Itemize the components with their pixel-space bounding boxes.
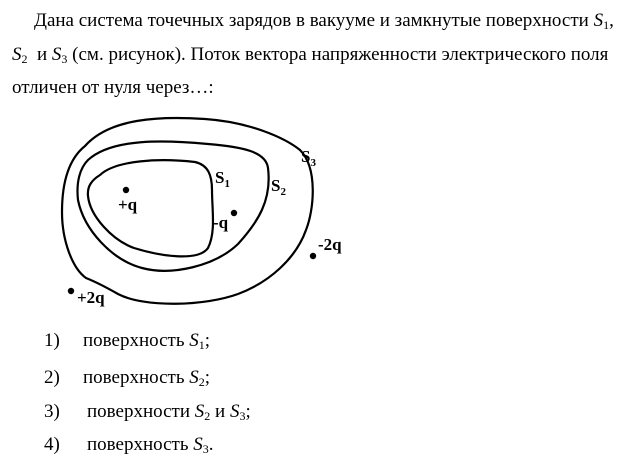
option-symbol: $S_2$ [189, 367, 205, 389]
option-symbol: $S_2$ [194, 401, 211, 423]
label-s1: $S_1$ [215, 168, 230, 190]
option-symbol: $S_1$ [189, 330, 205, 352]
option-number: 1) [44, 330, 60, 351]
question-text: , [609, 10, 614, 31]
option-symbol: $S_3$ [193, 434, 209, 456]
symbol-s2: $S_2$ [12, 44, 28, 66]
label-s2: $S_2$ [271, 176, 286, 198]
symbol-s3: $S_3$ [51, 44, 68, 66]
label-s3: $S_3$ [301, 147, 316, 169]
option-symbol-2: $S_3$ [229, 401, 246, 423]
surface-s1-contour [88, 160, 213, 256]
question-text: (см. рисунок). Поток вектора напряженности электрического поля [67, 44, 609, 65]
option-number: 2) [44, 367, 60, 388]
symbol-s1: $S_1$ [593, 10, 610, 32]
option-text: поверхность [83, 330, 190, 351]
option-number: 3) [44, 401, 60, 422]
charge-minus-q-label: -q [213, 213, 229, 232]
charge-plus-2q-dot [68, 288, 74, 294]
charge-minus-2q-label: -2q [318, 235, 342, 254]
charge-plus-q-label: +q [118, 195, 138, 214]
option-number: 4) [44, 434, 60, 455]
charge-minus-q-dot [231, 210, 237, 216]
question-text: и [27, 44, 52, 65]
charge-plus-2q-label: +2q [77, 288, 105, 307]
option-text: поверхность [87, 434, 194, 455]
charge-minus-2q-dot [310, 253, 316, 259]
option-text: поверхности [87, 401, 195, 422]
question-text: Дана система точечных зарядов в вакууме и замкнутые поверхности [34, 10, 594, 31]
option-text: поверхность [83, 367, 190, 388]
surface-s3-contour [62, 118, 313, 304]
question-text: отличен от нуля через…: [12, 77, 214, 98]
charge-plus-q-dot [123, 187, 129, 193]
